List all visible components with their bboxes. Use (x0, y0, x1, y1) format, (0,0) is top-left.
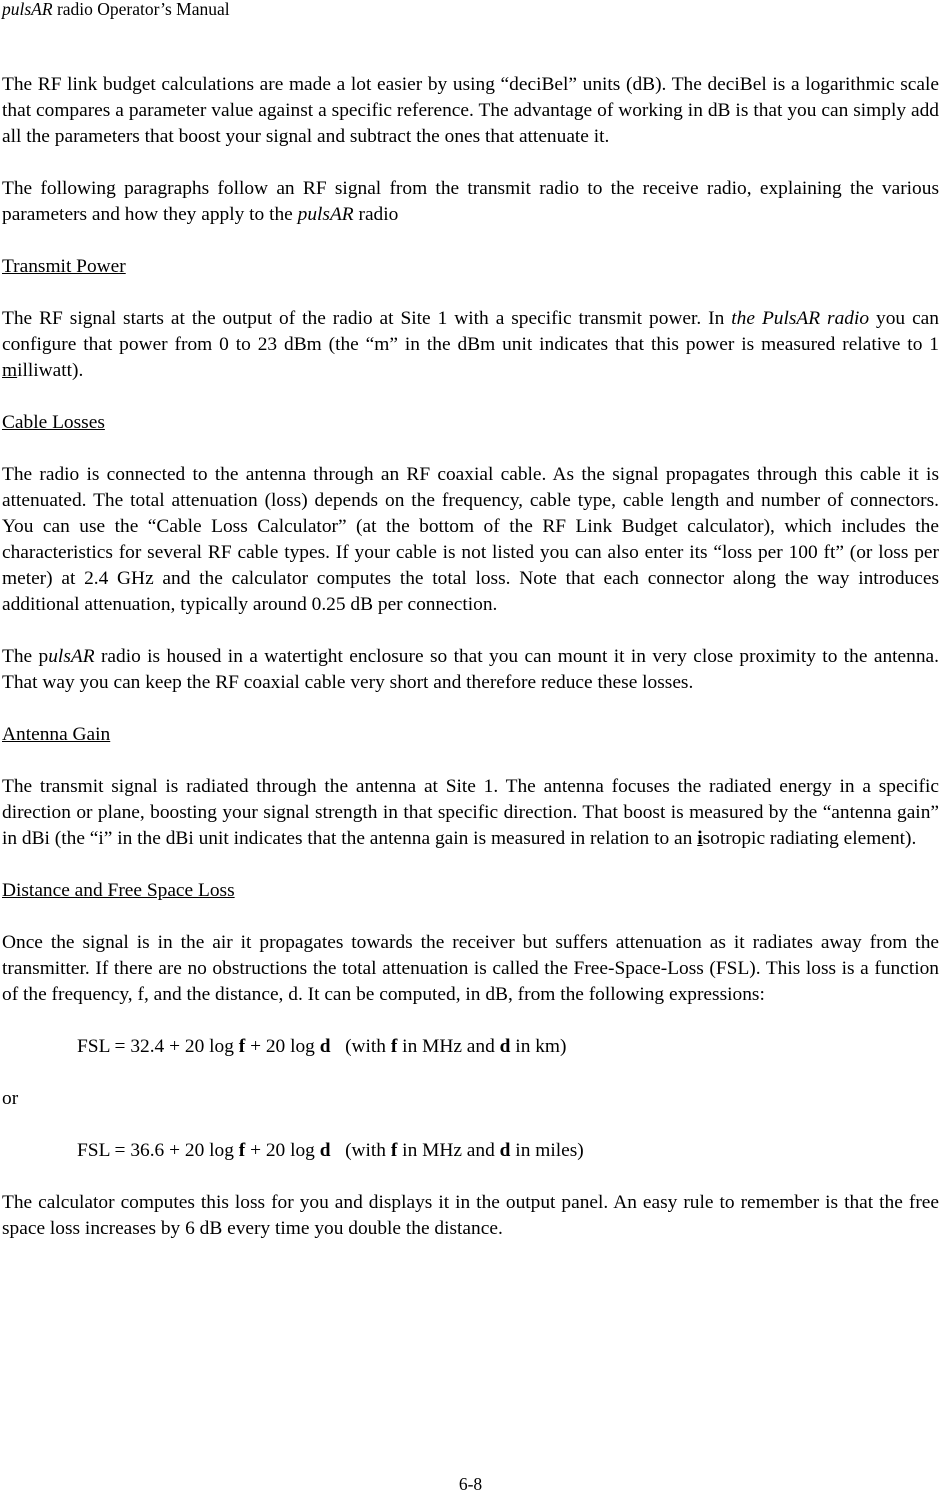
cl2-text-2: radio is housed in a watertight enclosure so that you can mount it in very close proximity to the antenna. That way you can keep the RF coaxial cable very short and therefore reduce these losses. (2, 646, 939, 693)
follow-brand: pulsAR (297, 204, 354, 225)
cable-losses-paragraph-1: The radio is connected to the antenna through an RF coaxial cable. As the signal propagates through this cable it is attenuated. The total attenuation (loss) depends on the frequency, cable type, cable length and number of connectors. You can use the “Cable Loss Calculator” (at the bottom of the RF Link Budget calculator), which includes the characteristics for several RF cable types. If your cable is not listed you can also enter its “loss per 100 ft” (or loss per meter) at 2.4 GHz and the calculator computes the total loss. Note that each connector along the way introduces additional attenuation, typically around 0.25 dB per connection. (2, 464, 939, 615)
ag-bold-underline: i (697, 828, 703, 849)
fsl-formula-km (2, 1034, 939, 1060)
f1-e: in MHz and (397, 1036, 500, 1057)
f1-b: + 20 log (245, 1036, 320, 1057)
fsl-paragraph-1: Once the signal is in the air it propagates towards the receiver but suffers attenuation as it radiates away from the transmitter. If there are no obstructions the total attenuation is called the Free-Space-Loss (FSL). This loss is a function of the frequency, f, and the distance, d. It can be computed, in dB, from the following expressions: (2, 932, 939, 1005)
f2-e: in MHz and (397, 1140, 500, 1161)
f2-a: FSL = 36.6 + 20 log (77, 1140, 239, 1161)
f2-f: f (238, 1140, 246, 1161)
f2-d2: d (499, 1140, 511, 1161)
f2-d: d (319, 1140, 331, 1161)
follow-text: The following paragraphs follow an RF signal from the transmit radio to the receive radio, explaining the various parameters and how they apply to the (2, 178, 939, 225)
f2-b: + 20 log (245, 1140, 320, 1161)
f1-f: f (238, 1036, 246, 1057)
tp-text-1: The RF signal starts at the output of the radio at Site 1 with a specific transmit power. In (2, 308, 732, 329)
tp-underline: m (2, 360, 18, 381)
f2-c: (with (330, 1140, 391, 1161)
heading-free-space-loss: Distance and Free Space Loss (2, 880, 235, 901)
f1-c: (with (330, 1036, 391, 1057)
cl2-brand: ulsAR (48, 646, 95, 667)
heading-antenna-gain: Antenna Gain (2, 724, 111, 745)
header-brand: pulsAR (2, 0, 53, 19)
header-title: radio Operator’s Manual (52, 0, 230, 19)
f2-g: in miles) (510, 1140, 584, 1161)
fsl-formula-miles (2, 1138, 939, 1164)
or-text: or (2, 1088, 19, 1109)
heading-cable-losses: Cable Losses (2, 412, 105, 433)
f2-f2: f (390, 1140, 398, 1161)
tp-text-2: you can configure that power from 0 to 23 dBm (the “m” in the dBm unit indicates that this power is measured relative to 1 (2, 308, 939, 355)
intro-paragraph: The RF link budget calculations are made a lot easier by using “deciBel” units (dB). The deciBel is a logarithmic scale that compares a parameter value against a specific reference. The advantage of working in dB is that you can simply add all the parameters that boost your signal and subtract the ones that attenuate it. (2, 74, 939, 147)
tp-text-3: illiwatt). (17, 360, 84, 381)
ag-text-1: The transmit signal is radiated through the antenna at Site 1. The antenna focuses the radiated energy in a specific direction or plane, boosting your signal strength in that specific direction. That boost is measured by the “antenna gain” in dBi (the “i” in the dBi unit indicates that the antenna gain is measured in relation to an (2, 776, 939, 849)
follow-paragraph (2, 176, 939, 228)
page-number: 6-8 (458, 1474, 483, 1494)
f1-f2: f (390, 1036, 398, 1057)
follow-end: radio (353, 204, 399, 225)
cable-losses-paragraph-2 (2, 644, 939, 696)
ag-text-2: sotropic radiating element). (702, 828, 917, 849)
f1-a: FSL = 32.4 + 20 log (77, 1036, 239, 1057)
transmit-power-paragraph (2, 306, 939, 384)
f1-g: in km) (510, 1036, 567, 1057)
cl2-text-1: The p (2, 646, 49, 667)
page-body (2, 72, 939, 1268)
page-header (2, 0, 230, 20)
tp-italic: the PulsAR radio (731, 308, 870, 329)
heading-transmit-power: Transmit Power (2, 256, 126, 277)
f1-d: d (319, 1036, 331, 1057)
f1-d2: d (499, 1036, 511, 1057)
fsl-paragraph-2: The calculator computes this loss for you and displays it in the output panel. An easy rule to remember is that the free space loss increases by 6 dB every time you double the distance. (2, 1192, 939, 1239)
antenna-gain-paragraph (2, 774, 939, 852)
